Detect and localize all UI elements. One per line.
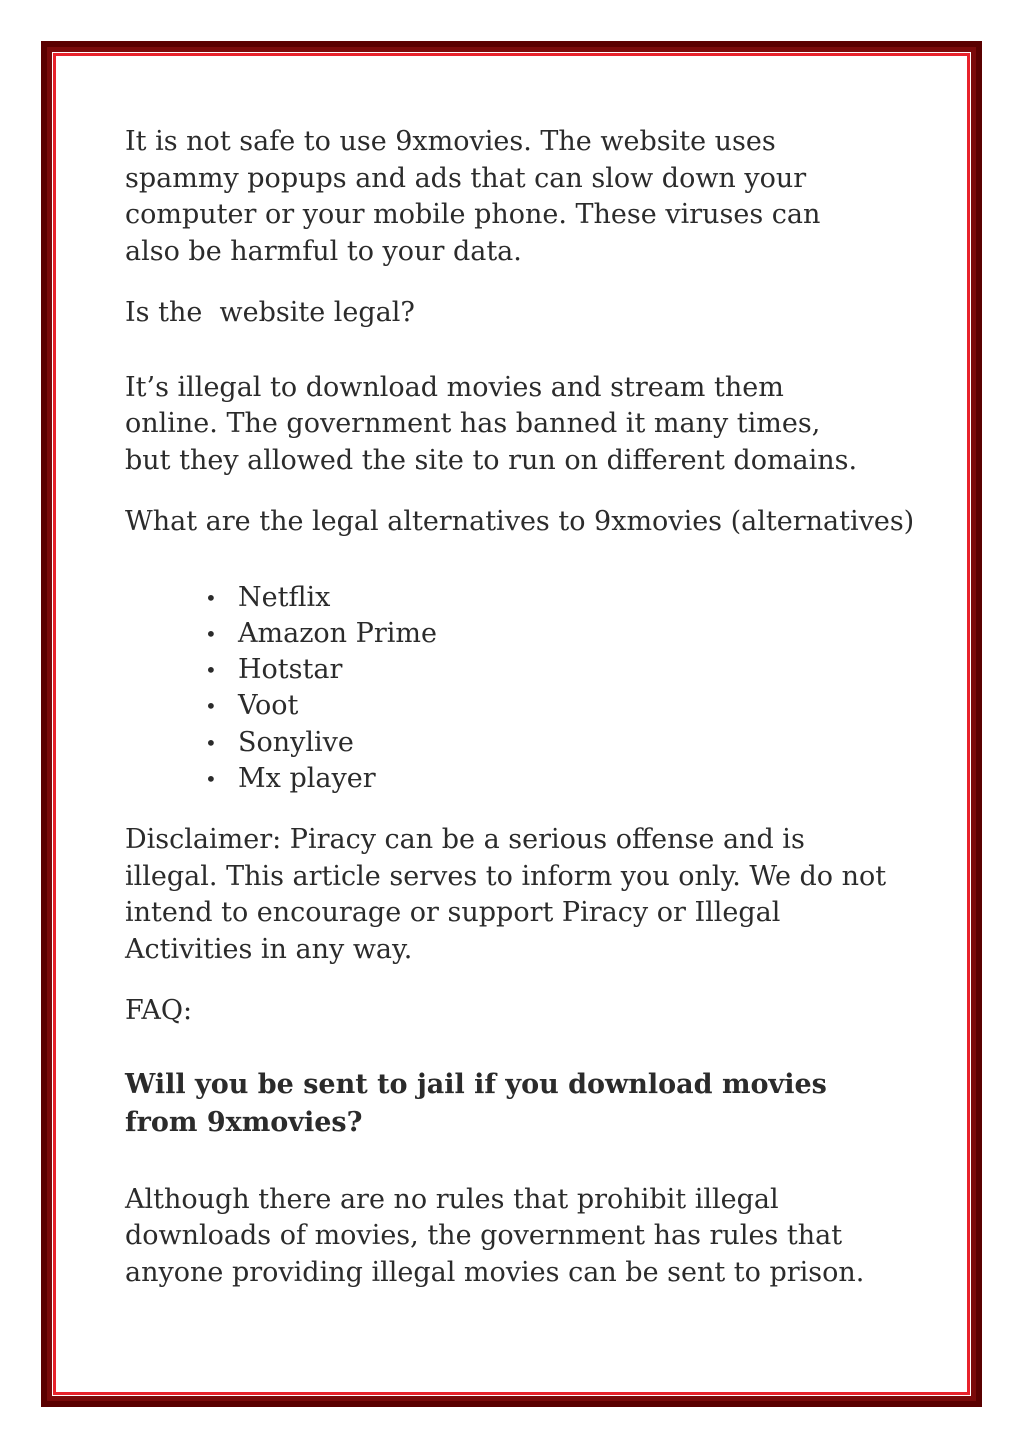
list-item-label: Sonylive — [238, 726, 354, 758]
paragraph-disclaimer: Disclaimer: Piracy can be a serious offense and is illegal. This article serves to inform you only. We do not intend to encourage or support Piracy or Illegal Activities in any way. — [125, 824, 895, 965]
document-body — [125, 124, 915, 1291]
bullet-icon: • — [205, 766, 217, 791]
list-item-label: Voot — [238, 690, 299, 722]
list-item — [125, 616, 915, 652]
faq-question: Will you be sent to jail if you download movies from 9xmovies? — [125, 1068, 827, 1138]
alternatives-heading: What are the legal alternatives to 9xmovies (alternatives) — [125, 506, 915, 537]
bullet-icon: • — [205, 730, 217, 755]
bullet-icon: • — [205, 694, 217, 719]
paragraph-legality: It’s illegal to download movies and stream them online. The government has banned it many times, but they allowed the site to run on different domains. — [125, 371, 858, 476]
alternatives-list — [125, 580, 915, 798]
list-item — [125, 725, 915, 761]
list-item — [125, 761, 915, 797]
question-legal: Is the website legal? — [125, 297, 415, 328]
list-item-label: Mx player — [238, 762, 376, 794]
list-item-label: Netflix — [238, 581, 331, 613]
list-item-label: Hotstar — [238, 654, 343, 686]
bullet-icon: • — [205, 585, 217, 610]
list-item — [125, 652, 915, 688]
list-item-label: Amazon Prime — [238, 617, 437, 649]
faq-label: FAQ: — [125, 995, 193, 1027]
paragraph-safety: It is not safe to use 9xmovies. The website uses spammy popups and ads that can slow down your computer or your mobile phone. These viruses can also be harmful to your data. — [125, 126, 829, 267]
bullet-icon: • — [205, 621, 217, 646]
faq-answer: Although there are no rules that prohibit illegal downloads of movies, the government has rules that anyone providing illegal movies can be sent to prison. — [125, 1183, 865, 1288]
bullet-icon: • — [205, 658, 217, 683]
list-item — [125, 688, 915, 724]
list-item — [125, 580, 915, 616]
